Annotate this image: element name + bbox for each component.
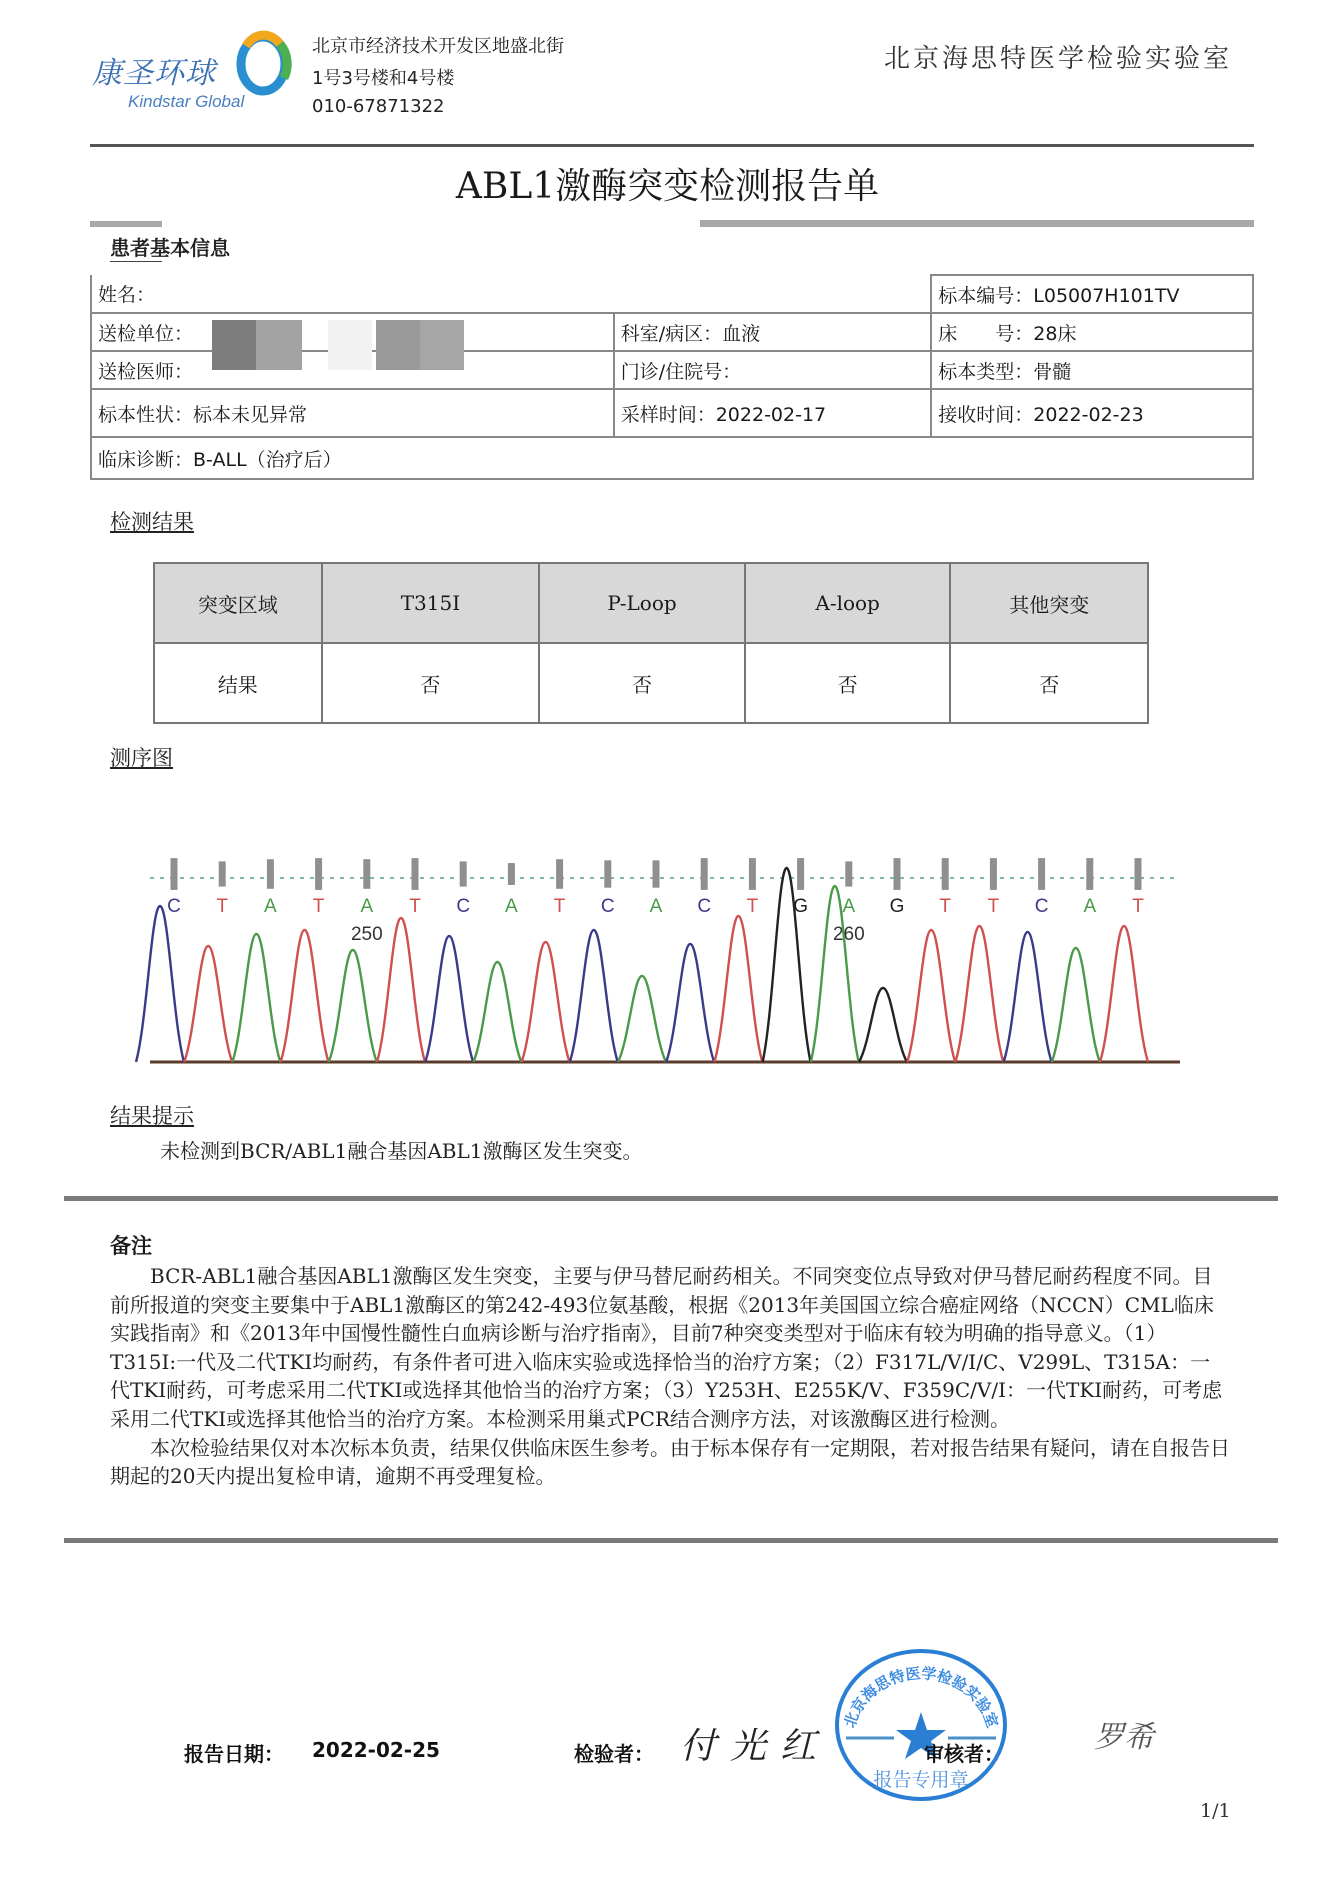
quality-bar [508, 863, 515, 885]
quality-bar [1135, 858, 1142, 890]
peak-C [1004, 932, 1052, 1062]
patient-section-label: 患者基本信息 [110, 232, 162, 262]
hint-heading: 结果提示 [110, 1104, 194, 1128]
base-call-T: T [553, 896, 566, 917]
base-call-A: A [264, 896, 277, 917]
sampling-time-label: 采样时间： [620, 403, 716, 426]
quality-bar [363, 859, 370, 889]
base-call-T: T [312, 896, 325, 917]
redaction-block [420, 320, 464, 370]
quality-bar [604, 860, 611, 887]
base-call-T: T [987, 896, 1000, 917]
base-call-C: C [697, 896, 712, 917]
specimen-status-label: 标本性状： [98, 403, 194, 426]
name-label: 姓名： [98, 284, 156, 306]
reviewer-signature: 罗希 [1094, 1720, 1154, 1755]
base-call-A: A [505, 896, 518, 917]
logo-ring-icon [234, 26, 292, 98]
specimen-no-cell [931, 275, 1253, 313]
department-label: 科室/病区： [620, 322, 723, 345]
section-bar-left [90, 221, 162, 227]
header-a-loop: A-loop [745, 563, 951, 643]
receive-time-value: 2022-02-23 [1033, 403, 1144, 426]
name-cell [91, 275, 931, 313]
base-call-T: T [216, 896, 229, 917]
header-region: 突变区域 [154, 563, 322, 643]
peak-A [618, 976, 666, 1062]
quality-bar [749, 858, 756, 890]
sender-unit-label: 送检单位： [98, 322, 194, 345]
base-call-C: C [456, 896, 471, 917]
quality-bar [315, 858, 322, 890]
quality-bar [653, 860, 660, 887]
stamp-text-bottom: 报告专用章 [873, 1769, 969, 1791]
bed-label: 床 号： [938, 322, 1034, 345]
header-other: 其他突变 [950, 563, 1148, 643]
sampling-time-value: 2022-02-17 [715, 403, 827, 426]
result-a-loop: 否 [745, 643, 951, 723]
quality-bar [460, 861, 467, 886]
quality-bar [412, 858, 419, 890]
receive-time-cell [931, 389, 1253, 437]
quality-bar [701, 858, 708, 890]
peak-C [570, 930, 618, 1062]
peak-A [1052, 948, 1100, 1062]
logo-chinese: 康圣环球 [92, 56, 216, 91]
report-date-value: 2022-02-25 [312, 1738, 440, 1762]
result-other: 否 [950, 643, 1148, 723]
quality-bar [219, 861, 226, 886]
bed-value: 28床 [1033, 322, 1077, 345]
header-divider [90, 144, 1254, 147]
redaction-block [256, 320, 302, 370]
quality-bar [267, 859, 274, 889]
outpatient-label: 门诊/住院号： [620, 360, 742, 383]
peak-C [425, 936, 473, 1062]
header-t315i: T315I [322, 563, 540, 643]
hint-text: 未检测到BCR/ABL1融合基因ABL1激酶区发生突变。 [160, 1139, 643, 1163]
result-t315i: 否 [322, 643, 540, 723]
logo-english: Kindstar Global [128, 92, 245, 111]
base-call-T: T [746, 896, 759, 917]
quality-bar [171, 858, 178, 890]
peak-T [281, 930, 329, 1062]
stamp-text-top: 北京海思特医学检验实验室 [840, 1664, 1002, 1730]
diagnosis-value: B-ALL（治疗后） [193, 448, 342, 471]
sequencing-chromatogram [140, 790, 1200, 1080]
report-title: ABL1激酶突变检测报告单 [455, 166, 880, 207]
specimen-status-cell [91, 389, 614, 437]
peak-T [184, 946, 232, 1062]
department-cell [614, 313, 932, 351]
bed-cell [931, 313, 1253, 351]
quality-bar [845, 861, 852, 886]
tester-label: 检验者： [574, 1742, 654, 1766]
lab-name: 北京海思特医学检验实验室 [884, 44, 1233, 74]
result-p-loop: 否 [539, 643, 745, 723]
specimen-type-label: 标本类型： [938, 360, 1034, 383]
base-call-C: C [600, 896, 615, 917]
phone-number: 010-67871322 [312, 96, 445, 117]
specimen-no-label: 标本编号： [938, 284, 1034, 307]
sampling-time-cell [614, 389, 932, 437]
quality-bar [797, 858, 804, 890]
base-call-C: C [1034, 896, 1049, 917]
quality-bar [894, 858, 901, 890]
position-label: 250 [350, 924, 383, 945]
specimen-status-value: 标本未见异常 [193, 403, 308, 426]
diagnosis-label: 临床诊断： [98, 448, 194, 471]
base-call-A: A [842, 896, 856, 917]
peak-A [329, 950, 377, 1062]
peak-T [377, 918, 425, 1062]
notes-heading: 备注 [110, 1233, 152, 1258]
base-call-T: T [1132, 896, 1144, 917]
peak-C [136, 906, 184, 1062]
peak-A [473, 962, 521, 1062]
base-call-T: T [939, 896, 952, 917]
notes-body [110, 1262, 1230, 1491]
chromatogram-heading: 测序图 [110, 746, 173, 770]
tester-signature: 付光红 [680, 1726, 831, 1767]
quality-bar [1038, 858, 1045, 890]
mutation-result-table [153, 562, 1149, 724]
base-call-A: A [649, 896, 663, 917]
notes-divider-top [64, 1196, 1278, 1201]
specimen-type-value: 骨髓 [1033, 360, 1072, 383]
address-line-2: 1号3号楼和4号楼 [312, 68, 455, 89]
specimen-no-value: L05007H101TV [1033, 284, 1180, 307]
outpatient-cell [614, 351, 932, 389]
peak-T [907, 930, 955, 1062]
official-stamp [832, 1646, 1010, 1804]
patient-info-table [90, 274, 1254, 480]
peak-T [522, 942, 570, 1062]
peak-G [859, 988, 907, 1062]
quality-bar [1086, 858, 1093, 890]
base-call-A: A [360, 896, 374, 917]
redaction-block [212, 320, 256, 370]
peak-T [1100, 926, 1148, 1062]
quality-bar [556, 859, 563, 889]
page-number: 1/1 [1200, 1800, 1231, 1822]
receive-time-label: 接收时间： [938, 403, 1034, 426]
department-value: 血液 [722, 322, 761, 345]
specimen-type-cell [931, 351, 1253, 389]
base-call-G: G [793, 896, 808, 917]
diagnosis-cell [91, 437, 1253, 479]
result-row-label: 结果 [154, 643, 322, 723]
notes-divider-bottom [64, 1538, 1278, 1543]
doctor-label: 送检医师： [98, 360, 194, 383]
section-bar-right [700, 220, 1254, 227]
base-call-C: C [167, 896, 181, 917]
base-call-A: A [1083, 896, 1097, 917]
redaction-block [328, 320, 372, 370]
reviewer-label: 审核者： [924, 1742, 1004, 1766]
notes-paragraph-2: 本次检验结果仅对本次标本负责，结果仅供临床医生参考。由于标本保存有一定期限，若对报告结果有疑问，请在自报告日期起的20天内提出复检申请，逾期不再受理复检。 [110, 1435, 1230, 1489]
position-label: 260 [832, 924, 865, 945]
address-line-1: 北京市经济技术开发区地盛北街 [312, 36, 564, 57]
peak-T [955, 926, 1003, 1062]
notes-paragraph-1: BCR-ABL1融合基因ABL1激酶区发生突变，主要与伊马替尼耐药相关。不同突变位点导致对伊马替尼耐药程度不同。目前所报道的突变主要集中于ABL1激酶区的第242-493位氨基酸，根据《2013年美国国立综合癌症网络（NCCN）CML临床实践指南》和《2013年中国慢性髓性白血病诊断与治疗指南》，目前7种突变类型对于临床有较为明确的指导意义。（1）T315I:一代及二代TKI均耐药，有条件者可进入临床实验或选择恰当的治疗方案；（2）F317L/V/I/C、V299L、T315A：一代TKI耐药，可考虑采用二代TKI或选择其他恰当的治疗方案；（3）Y253H、E255K/V、F359C/V/I：一代TKI耐药，可考虑采用二代TKI或选择其他恰当的治疗方案。本检测采用巢式PCR结合测序方法，对该激酶区进行检测。 [110, 1264, 1223, 1431]
quality-bar [990, 858, 997, 890]
peak-A [232, 934, 280, 1062]
results-heading: 检测结果 [110, 510, 194, 534]
header-p-loop: P-Loop [539, 563, 745, 643]
report-date-label: 报告日期： [184, 1742, 284, 1766]
redaction-block [376, 320, 420, 370]
quality-bar [942, 858, 949, 890]
peak-C [666, 944, 714, 1062]
base-call-T: T [409, 896, 421, 917]
peak-T [714, 916, 762, 1062]
base-call-G: G [889, 896, 905, 917]
